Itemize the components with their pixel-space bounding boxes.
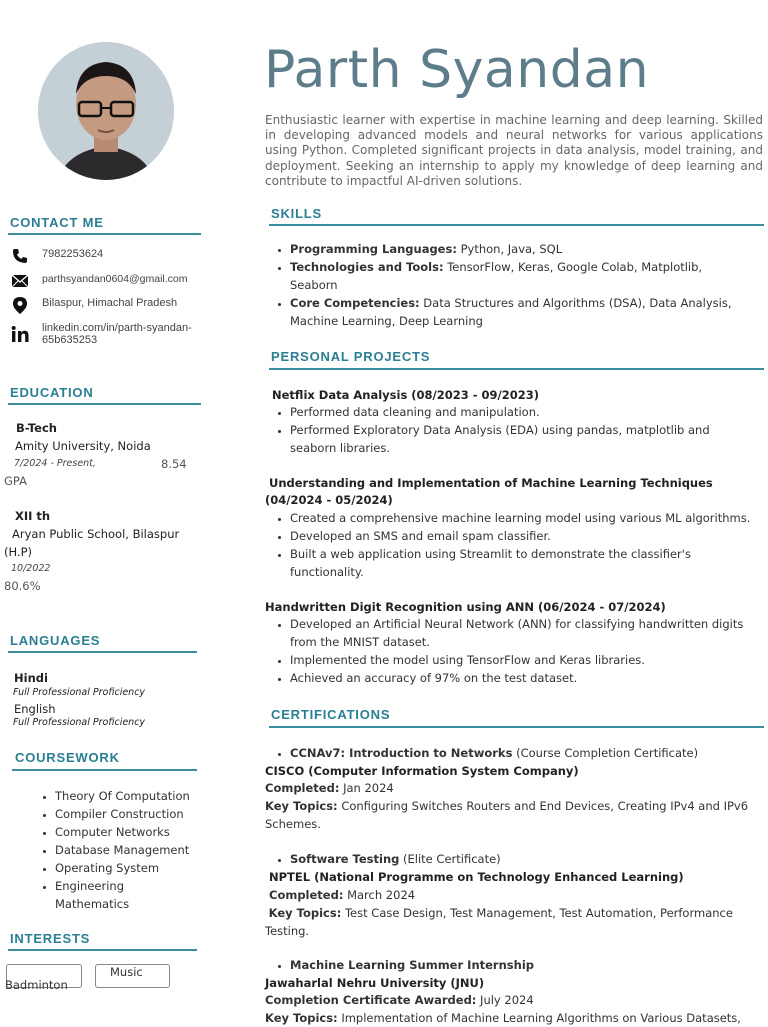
project-bullet-text: functionality. — [290, 565, 364, 579]
skill-label: Technologies and Tools: — [290, 260, 444, 274]
linkedin-text-line-1[interactable]: linkedin.com/in/parth-syandan- — [42, 322, 192, 334]
cert-topics-value: Testing. — [265, 924, 310, 938]
project-bullets — [244, 615, 764, 687]
skill-item — [290, 294, 764, 330]
cert-item — [290, 956, 764, 974]
contact-location — [10, 297, 177, 313]
project-bullet-text: seaborn libraries. — [290, 441, 391, 455]
phone-icon — [10, 248, 30, 264]
coursework-item: • Operating System — [55, 859, 204, 877]
linkedin-icon — [10, 326, 30, 342]
edu-school: Amity University, Noida — [15, 439, 151, 453]
coursework-title: COURSEWORK — [15, 750, 120, 765]
coursework-item: • Engineering — [55, 877, 204, 895]
certifications-divider — [269, 726, 764, 728]
project-title: Netflix Data Analysis (08/2023 - 09/2023) — [272, 388, 540, 402]
cert-heading — [244, 744, 764, 762]
cert-completed — [265, 991, 534, 1009]
skill-item — [290, 258, 764, 294]
edu-score: 8.54 — [161, 457, 187, 471]
cert-heading — [244, 956, 764, 974]
cert-completed — [265, 779, 394, 797]
project-bullet: • Performed data cleaning and manipulation. — [290, 403, 764, 421]
profile-photo-image — [38, 42, 174, 180]
contact-title: CONTACT ME — [10, 215, 104, 230]
cert-topics-label: Key Topics: — [268, 906, 342, 920]
location-pin-icon — [10, 297, 30, 313]
cert-org: NPTEL (National Programme on Technology Enhanced Learning) — [269, 870, 684, 884]
edu-degree: XII th — [15, 509, 51, 523]
coursework-divider — [12, 769, 197, 771]
email-text[interactable]: parthsyandan0604@gmail.com — [42, 273, 188, 285]
coursework-item: • Compiler Construction — [55, 805, 204, 823]
project-bullet — [290, 615, 764, 651]
profile-summary: Enthusiastic learner with expertise in machine learning and deep learning. Skilled in developing advanced models and neural networks for various applications using Python. Completed significant projects in data analysis, model training, and deployment. Seeking an internship to apply my knowledge of deep learning and contribute to impactful AI-driven solutions. — [265, 113, 763, 188]
skills-divider — [269, 224, 764, 226]
skill-text: Seaborn — [290, 278, 338, 292]
interest-tag-music — [95, 964, 170, 988]
language-level: Full Professional Proficiency — [13, 717, 146, 728]
project-bullet: • Implemented the model using TensorFlow and Keras libraries. — [290, 651, 764, 669]
contact-linkedin — [10, 322, 192, 346]
cert-completed-label: Completed: — [269, 888, 344, 902]
cert-topics-value: Test Case Design, Test Management, Test Automation, Performance — [341, 906, 733, 920]
project-bullet: • Developed an SMS and email spam classifier. — [290, 527, 764, 545]
interests-divider — [8, 949, 197, 951]
cert-topics-value: Implementation of Machine Learning Algorithms on Various Datasets, — [337, 1011, 741, 1025]
linkedin-text-line-2[interactable]: 65b635253 — [42, 334, 98, 346]
cert-org: Jawaharlal Nehru University (JNU) — [265, 976, 485, 990]
edu-degree: B-Tech — [16, 421, 57, 435]
project-bullets — [244, 403, 764, 457]
edu-score-unit: GPA — [4, 474, 27, 488]
cert-type: (Course Completion Certificate) — [512, 746, 699, 760]
project-title: Understanding and Implementation of Machine Learning Techniques — [269, 476, 713, 490]
skill-text: Python, Java, SQL — [456, 242, 563, 256]
skill-label: Programming Languages: — [290, 242, 457, 256]
cert-topics — [265, 1009, 765, 1027]
cert-topics-label: Key Topics: — [265, 799, 338, 813]
cert-completed-label: Completed: — [265, 781, 340, 795]
location-text: Bilaspur, Himachal Pradesh — [42, 297, 178, 309]
project-bullet-text: Built a web application using Streamlit to demonstrate the classifier's — [290, 547, 691, 561]
profile-photo — [38, 42, 174, 180]
coursework-item: • Computer Networks — [55, 823, 204, 841]
edu-school-cont: (H.P) — [4, 545, 33, 559]
project-title-cont: (04/2024 - 05/2024) — [265, 493, 393, 507]
cert-completed — [269, 886, 415, 904]
coursework-item: • Theory Of Computation — [55, 787, 204, 805]
cert-completed-value: Jan 2024 — [339, 781, 394, 795]
language-name: Hindi — [14, 671, 48, 685]
project-bullet — [290, 545, 764, 581]
cert-name: Machine Learning Summer Internship — [290, 958, 534, 972]
coursework-list — [0, 787, 204, 913]
interests-title: INTERESTS — [10, 931, 91, 946]
cert-topics-label: Key Topics: — [265, 1011, 338, 1025]
right-column — [264, 0, 764, 1024]
education-divider — [8, 403, 201, 405]
skill-label: Core Competencies: — [290, 296, 420, 310]
phone-text[interactable]: 7982253624 — [42, 248, 104, 260]
linkedin-text[interactable] — [42, 322, 192, 346]
interest-label: Badminton — [5, 978, 68, 992]
skills-list — [244, 240, 764, 330]
cert-topics — [265, 904, 765, 940]
cert-topics-value: Schemes. — [265, 817, 321, 831]
cert-name: CCNAv7: Introduction to Networks — [290, 746, 513, 760]
cert-item — [290, 850, 764, 868]
projects-divider — [269, 368, 764, 370]
edu-date: 7/2024 - Present, — [14, 458, 96, 469]
project-bullet: • Achieved an accuracy of 97% on the test dataset. — [290, 669, 764, 687]
project-bullets — [244, 509, 764, 581]
languages-title: LANGUAGES — [10, 633, 101, 648]
cert-item — [290, 744, 764, 762]
left-column — [0, 0, 210, 1024]
skill-text: Machine Learning, Deep Learning — [290, 314, 483, 328]
project-title: Handwritten Digit Recognition using ANN (06/2024 - 07/2024) — [265, 600, 666, 614]
coursework-item: • Database Management — [55, 841, 204, 859]
envelope-icon — [10, 273, 30, 289]
languages-divider — [8, 651, 197, 653]
project-bullet — [290, 421, 764, 457]
cert-completed-value: July 2024 — [476, 993, 534, 1007]
skills-title: SKILLS — [271, 206, 323, 221]
contact-divider — [8, 233, 201, 235]
projects-title: PERSONAL PROJECTS — [271, 349, 431, 364]
edu-score: 80.6% — [4, 579, 41, 593]
skill-text: Data Structures and Algorithms (DSA), Data Analysis, — [419, 296, 732, 310]
cert-heading — [244, 850, 764, 868]
cert-completed-label: Completion Certificate Awarded: — [265, 993, 477, 1007]
cert-topics-value: Configuring Switches Routers and End Devices, Creating IPv4 and IPv6 — [337, 799, 749, 813]
skill-item — [290, 240, 764, 258]
interest-label: Music — [110, 965, 143, 979]
project-bullet: • Created a comprehensive machine learning model using various ML algorithms. — [290, 509, 764, 527]
education-title: EDUCATION — [10, 385, 94, 400]
contact-email — [10, 273, 188, 289]
cert-topics — [265, 797, 765, 833]
cert-org: CISCO (Computer Information System Company) — [265, 764, 579, 778]
certifications-title: CERTIFICATIONS — [271, 707, 391, 722]
project-bullet-text: Performed Exploratory Data Analysis (EDA) using pandas, matplotlib and — [290, 423, 710, 437]
edu-date: 10/2022 — [11, 563, 51, 574]
language-level: Full Professional Proficiency — [13, 687, 146, 698]
cert-name: Software Testing — [290, 852, 400, 866]
edu-school: Aryan Public School, Bilaspur — [12, 527, 180, 541]
language-name: English — [14, 702, 56, 716]
skill-text: TensorFlow, Keras, Google Colab, Matplotlib, — [443, 260, 703, 274]
project-bullet-text: Developed an Artificial Neural Network (ANN) for classifying handwritten digits — [290, 617, 744, 631]
interest-tag-badminton — [5, 964, 82, 992]
contact-phone — [10, 248, 103, 264]
coursework-item-cont: Mathematics — [55, 897, 130, 911]
cert-completed-value: March 2024 — [343, 888, 416, 902]
project-bullet-text: from the MNIST dataset. — [290, 635, 430, 649]
candidate-name: Parth Syandan — [264, 40, 650, 100]
cert-type: (Elite Certificate) — [399, 852, 501, 866]
